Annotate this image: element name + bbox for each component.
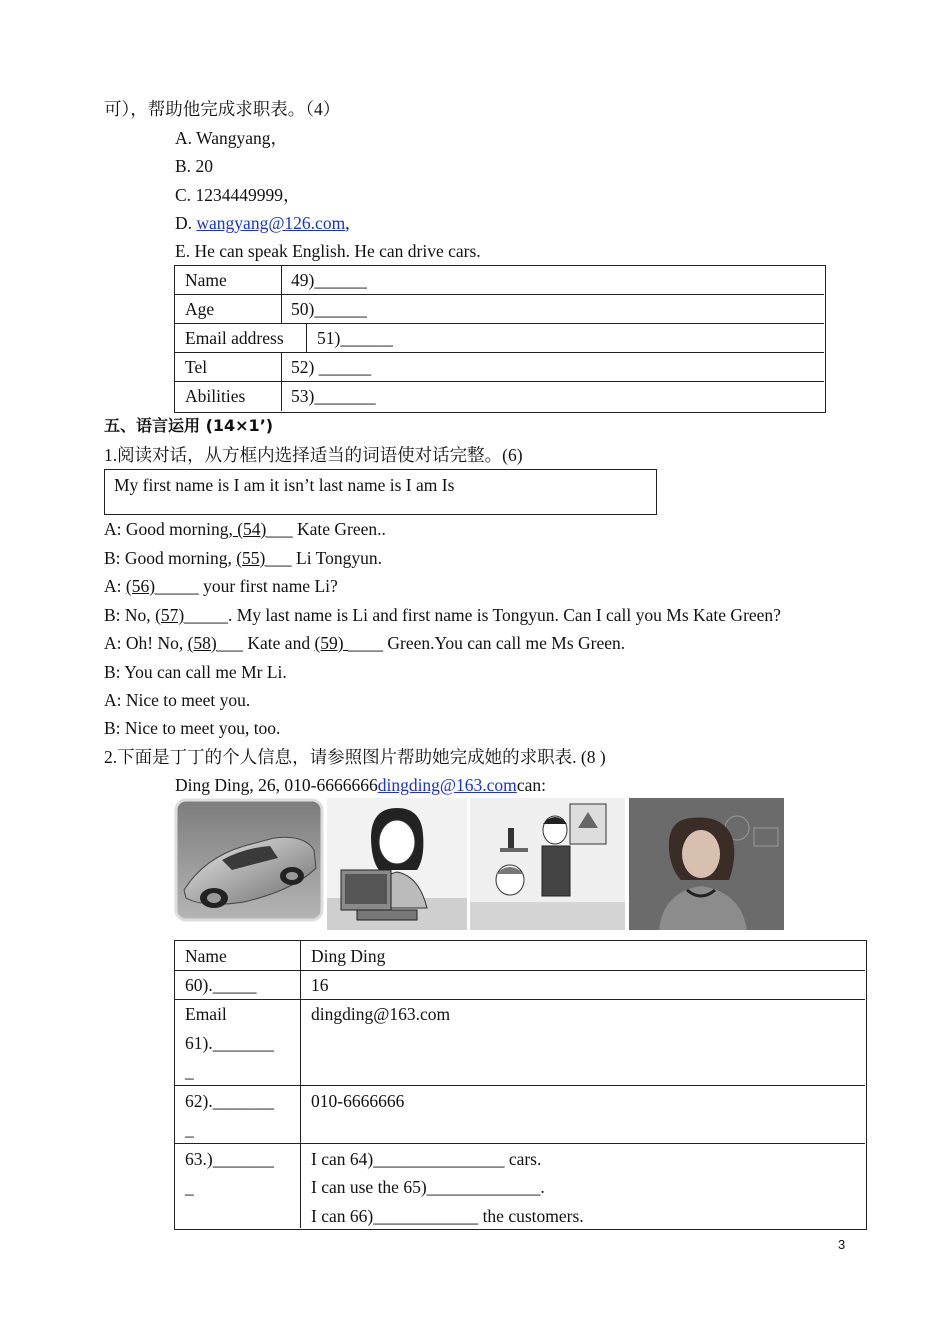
form-value-name: Ding Ding: [311, 946, 386, 966]
blank-49: 49)______: [291, 270, 367, 290]
blank-50: 50)______: [291, 299, 367, 319]
blank-63: 63.)_______: [185, 1149, 274, 1169]
table-label-tel: Tel: [185, 357, 208, 377]
table-divider: [174, 999, 865, 1000]
dialogue-line: B: Nice to meet you, too.: [104, 718, 281, 738]
ability-line-65: I can use the 65)_____________.: [311, 1177, 545, 1197]
blank-62-cont: _: [185, 1119, 194, 1139]
blank-52: 52) ______: [291, 357, 372, 377]
dialogue-line: B: No, (57)_____. My last name is Li and first name is Tongyun. Can I call you Ms Kate Green?: [104, 605, 781, 625]
form-value-age: 16: [311, 975, 329, 995]
blank-51: 51)______: [317, 328, 393, 348]
car-picture: [174, 798, 324, 922]
blank-61-cont: _: [185, 1061, 194, 1081]
dialogue-line: A: (56)_____ your first name Li?: [104, 576, 338, 596]
blank-63-cont: _: [185, 1177, 194, 1197]
q48-intro: 可），帮助他完成求职表。（4）: [104, 99, 341, 119]
table-divider: [174, 294, 824, 295]
table-label-abilities: Abilities: [185, 386, 246, 406]
computer-picture: [327, 798, 467, 930]
part1-instruction: 1.阅读对话，从方框内选择适当的词语使对话完整。(6): [104, 445, 523, 465]
dialogue-line: A: Good morning, (54)___ Kate Green..: [104, 519, 386, 539]
ability-line-64: I can 64)_______________ cars.: [311, 1149, 542, 1169]
personal-info: Ding Ding, 26, 010-6666666dingding@163.comcan:: [175, 775, 546, 795]
word-box-text: My first name is I am it isn’t last name is I am Is: [114, 475, 455, 495]
blank-53: 53)_______: [291, 386, 376, 406]
email-link[interactable]: wangyang@126.com: [196, 213, 346, 233]
dialogue-line: B: Good morning, (55)___ Li Tongyun.: [104, 548, 382, 568]
table-divider: [174, 1143, 865, 1144]
blank-61: 61)._______: [185, 1033, 274, 1053]
table-divider: [306, 323, 307, 352]
table-label-name: Name: [185, 270, 227, 290]
teacher-picture: [629, 798, 784, 930]
table-label-email: Email address: [185, 328, 284, 348]
table-divider: [174, 381, 824, 382]
dialogue-line: B: You can call me Mr Li.: [104, 662, 287, 682]
dialogue-line: A: Nice to meet you.: [104, 690, 251, 710]
table-divider: [300, 940, 301, 1228]
table-divider: [174, 352, 824, 353]
dingding-email-link[interactable]: dingding@163.com: [377, 775, 517, 795]
page-number: 3: [838, 1237, 846, 1252]
table-divider: [281, 352, 282, 411]
table-divider: [281, 265, 282, 323]
table-label-age: Age: [185, 299, 215, 319]
option-d: D. wangyang@126.com,: [175, 213, 350, 233]
ability-line-66: I can 66)____________ the customers.: [311, 1206, 584, 1226]
table-divider: [174, 1085, 865, 1086]
section-title: 五、语言运用 (14×1’): [104, 416, 274, 435]
blank-62: 62)._______: [185, 1091, 274, 1111]
form-value-tel: 010-6666666: [311, 1091, 405, 1111]
option-b: B. 20: [175, 156, 213, 176]
table-divider: [174, 323, 824, 324]
form-label-name: Name: [185, 946, 227, 966]
part2-instruction: 2.下面是丁丁的个人信息，请参照图片帮助她完成她的求职表. (8 ): [104, 747, 606, 767]
option-e: E. He can speak English. He can drive cars.: [175, 241, 481, 261]
table-divider: [174, 970, 865, 971]
dialogue-line: A: Oh! No, (58)___ Kate and (59) ____ Green.You can call me Ms Green.: [104, 633, 626, 653]
waiter-picture: [470, 798, 625, 930]
form-label-email: Email: [185, 1004, 227, 1024]
form-value-email: dingding@163.com: [311, 1004, 451, 1024]
option-a: A. Wangyang，: [175, 128, 288, 148]
option-c: C. 1234449999，: [175, 185, 301, 205]
blank-60: 60)._____: [185, 975, 257, 995]
